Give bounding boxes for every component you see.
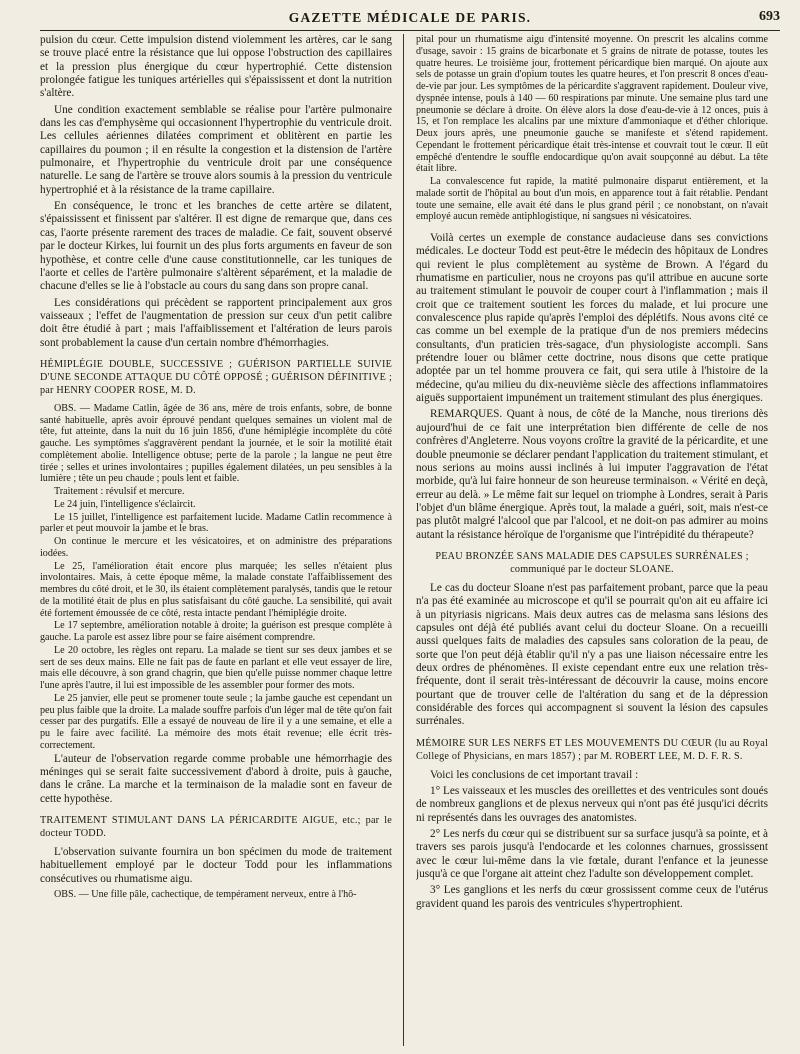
left-column — [40, 34, 392, 1048]
page-header — [40, 6, 780, 31]
paragraph: 2° Les nerfs du cœur qui se distribuent sur sa surface jusqu'à sa pointe, et à travers ses parois jusqu'à l'endocarde et les colonnes charnues, grossissent avec le cœur lui-même dans la vie fœtale, durant l'enfance et la jeunesse jusqu'à ce que l'organe ait atteint chez l'adulte son développement complet. — [416, 828, 768, 881]
paragraph: Une condition exactement semblable se réalise pour l'artère pulmonaire dans les cas d'emphysème qui occasionnent l'hypertrophie du ventricule droit. Les cellules aériennes dilatées compriment et oblitèrent en partie les capillaires du poumon ; il en résulte la congestion et la distension de l'artère pulmonaire, et l'hypertrophie du ventricule droit par une conséquence naturelle. Le sang de l'artère se trouve alors soumis à la pression du ventricule hypertrophié et à la résistance de la trame capillaire. — [40, 103, 392, 196]
observation-paragraph: OBS. — Madame Catlin, âgée de 36 ans, mère de trois enfants, sobre, de bonne santé habituelle, après avoir éprouvé pendant quelques semaines un violent mal de tête, fut atteinte, dans la nuit du 16 juin 1856, d'une hémiplégie incomplète du côté gauche. Les symptômes s'aggravèrent pendant la journée, et le soir la motilité était complètement abolie. Intelligence obtuse; perte de la parole ; la langue ne peut être tirée ; selles et urines involontaires ; pupilles également dilatées, un peu sensibles à la lumière ; tête un peu chaude ; pouls lent et faible. — [40, 402, 392, 485]
journal-title: GAZETTE MÉDICALE DE PARIS. — [288, 10, 532, 25]
column-divider — [403, 34, 404, 1046]
section-heading: HÉMIPLÉGIE DOUBLE, SUCCESSIVE ; GUÉRISON PARTIELLE SUIVIE D'UNE SECONDE ATTAQUE DU CÔTÉ OPPOSÉ ; GUÉRISON DÉFINITIVE ; par HENRY COOPER ROSE, M. D. — [40, 358, 392, 396]
observation-paragraph: La convalescence fut rapide, la matité pulmonaire disparut entièrement, et la malade sortit de l'hôpital au bout d'un mois, en apparence tout à fait rétablie. Pendant toute une semaine, elle avait été dans le plus grand péril ; ce nonobstant, on n'avait employé aucun remède antiphlogistique, ni sangsues ni vésicatoires. — [416, 176, 768, 223]
observation-paragraph: On continue le mercure et les vésicatoires, et on administre des préparations iodées. — [40, 536, 392, 559]
observation-paragraph: Le 24 juin, l'intelligence s'éclaircit. — [54, 498, 196, 510]
observation-paragraph: Le 17 septembre, amélioration notable à droite; la guérison est presque complète à gauche. La parole est assez libre pour se faire aisément comprendre. — [40, 620, 392, 644]
paragraph: pulsion du cœur. Cette impulsion distend violemment les artères, car le sang se trouve placé entre la résistance que lui oppose l'obstruction des capillaires et la pression plus énergique du cœur hypertrophié. Cette distension prolongée fatigue les tuniques artérielles qui s'épaississent et dont la nutrition s'altère. — [40, 34, 392, 100]
section-heading: MÉMOIRE SUR LES NERFS ET LES MOUVEMENTS DU CŒUR (lu au Royal College of Physicians, en mars 1857) ; par M. ROBERT LEE, M. D. F. R. S. — [416, 737, 768, 762]
section-heading: TRAITEMENT STIMULANT DANS LA PÉRICARDITE AIGUE, etc.; par le docteur TODD. — [40, 815, 392, 840]
paragraph: 1° Les vaisseaux et les muscles des oreillettes et des ventricules sont doués de nombreux ganglions et de plexus nerveux qui n'ont pas été jusqu'ici décrits ni représentés dans les ouvrages des anatomistes. — [416, 785, 768, 824]
paragraph: Le cas du docteur Sloane n'est pas parfaitement probant, parce que la peau n'a pas été examinée au microscope et qu'il se pourrait qu'on ait eu affaire ici à un pityriasis nigricans. Mais deux autres cas de melasma sans lésions des capsules ont déjà été publiés avant celui du docteur Sloane. On a recueilli aussi quelques faits de maladies des capsules sans coloration de la peau, de sorte que l'on peut déjà établir qu'il n'y a pas une liaison nécessaire entre les deux ordres de phénomènes. Il existe cependant entre eux une relation très-fréquente, dont il serait très-intéressant de découvrir la cause, moins encore pourtant que de trouver celle de l'altération du sang et de la dépression considérable des forces qui accompagnent si souvent la lésion des capsules surrénales. — [416, 581, 768, 728]
paragraph: L'observation suivante fournira un bon spécimen du mode de traitement habituellement employé par le docteur Todd pour les inflammations consécutives ou rhumatisme aigu. — [40, 846, 392, 885]
spacer — [416, 224, 768, 232]
paragraph: Voici les conclusions de cet important travail : — [430, 768, 639, 781]
paragraph: Les considérations qui précèdent se rapportent principalement aux gros vaisseaux ; l'effet de l'augmentation de pression sur ceux d'un petit calibre doit être étudié à part ; mais l'affaiblissement et l'altération de leurs parois sont probablement la cause d'un certain nombre d'hémorrhagies. — [40, 296, 392, 349]
paragraph: L'auteur de l'observation regarde comme probable une hémorrhagie des méninges qui se serait faite successivement d'abord à droite, puis à gauche, dans le crâne. La marche et la terminaison de la maladie sont en faveur de cette hypothèse. — [40, 752, 392, 805]
right-column — [416, 34, 768, 1048]
paragraph: 3° Les ganglions et les nerfs du cœur grossissent comme ceux de l'utérus gravident quand les parois des ventricules s'hypertrophient. — [416, 884, 768, 910]
observation-paragraph: OBS. — Une fille pâle, cachectique, de tempérament nerveux, entre à l'hô- — [54, 889, 357, 901]
page-number: 693 — [759, 9, 780, 24]
observation-paragraph: Le 15 juillet, l'intelligence est parfaitement lucide. Madame Catlin recommence à parler et peut mouvoir la jambe et le bras. — [40, 511, 392, 535]
observation-paragraph: Le 25 janvier, elle peut se promener toute seule ; la jambe gauche est cependant un peu plus faible que la droite. La malade souffre parfois d'un léger mal de tête qu'on fait cesser par des purgatifs. Elle a essayé de nouveau de lire il y a une semaine, et elle a pu le faire avec facilité. La mémoire des mots était revenue; elle écrit très-correctement. — [40, 692, 392, 751]
observation-paragraph: pital pour un rhumatisme aigu d'intensité moyenne. On prescrit les alcalins comme d'usage, savoir : 15 grains de bicarbonate et 5 grains de nitrate de potasse, toutes les quatre heures. Le troisième jour, frottement péricardique bien marqué. On ajoute aux sels de potasse un grain d'opium toutes les quatre heures, et l'on prescrit 8 onces d'eau-de-vie par jour. Les symptômes de la péricardite s'aggravent rapidement. Douleur vive, dyspnée intense, pouls à 140 — 60 respirations par minute. Une semaine plus tard une pneumonie se déclare à droite. On élève alors la dose d'eau-de-vie à 12 onces, puis à 15, et l'on remplace les alcalins par une mixture d'ammoniaque et d'éther chlorique. Deux jours après, une pneumonie gauche se manifeste et s'étend rapidement. Cependant le frottement péricardique était très-intense et couvrait tout le cœur. Il eût empêché d'entendre le souffle endocardique qu'on avait soupçonné au début. La tête était libre. — [416, 34, 768, 175]
paragraph: REMARQUES. Quant à nous, de côté de la Manche, nous tirerions dès aujourd'hui de ce fait une interprétation bien différente de celle de nos confrères d'Angleterre. Nous voyons croître la gravité de la péricardite, et une double pneumonie se déclarer pendant l'application du traitement stimulant, et nous serions au moins aussi inclinés à lui imputer l'aggravation de l'état morbide, qu'à lui faire honneur de son heureuse terminaison. « Vérité en deçà, erreur au delà. » Le même fait sur lequel on triomphe à Londres, serait à Paris l'objet d'un blâme énergique. Après tout, la malade a guéri, soit, mais n'est-ce pas plutôt malgré l'alcool que par l'alcool, et ne doit-on pas admirer au moins autant la résistance héroïque de l'organisme que l'intrépidité du thérapeute? — [416, 408, 768, 541]
paragraph: Voilà certes un exemple de constance audacieuse dans ses convictions médicales. Le docteur Todd est peut-être le médecin des hôpitaux de Londres qui revient le plus complètement au système de Brown. A l'égard du rhumatisme en particulier, nous ne croyons pas qu'il attribue en aucune sorte au traitement stimulant le pouvoir de couper court à l'inflammation ; mais il croit que ce traitement soutient les forces du malade, et lui procure une convalescence plus rapide qu'après l'emploi des déplétifs. Nous avons cité ce cas comme un bel exemple de la pratique d'un de nos premiers médecins consultants, d'un praticien très-sagace, d'un physiologiste accompli. Sans prétendre louer ou blâmer cette doctrine, nous disons que cette pratique adoptée par un tel homme prouvera ce fait, qui sera utile à l'histoire de la médecine, qu'au milieu du dix-neuvième siècle des affections inflammatoires aiguës supportaient impunément un traitement stimulant des plus énergiques. — [416, 232, 768, 405]
section-heading: PEAU BRONZÉE SANS MALADIE DES CAPSULES SURRÉNALES ; communiqué par le docteur SLOANE. — [435, 550, 749, 575]
observation-paragraph: Traitement : révulsif et mercure. — [54, 486, 185, 498]
observation-paragraph: Le 25, l'amélioration était encore plus marquée; les selles n'étaient plus involontaires. Mais, à cette époque même, la malade constate l'affaiblissement des membres du côté droit, et le 30, ils étaient complètement paralysés, tandis que le retour de la motilité était de plus en plus satisfaisant du côté gauche. La sensibilité, qui avait été fortement émoussée de ce côté, resta intacte pendant l'hémiplégie droite. — [40, 560, 392, 619]
paragraph: En conséquence, le tronc et les branches de cette artère se dilatent, s'épaississent et finissent par s'altérer. Il est digne de remarque que, dans ces cas, l'aorte présente rarement des traces de maladie. Ce fait, souvent observé par le docteur Kirkes, lui fournit un des plus forts arguments en faveur de son hypothèse, et contre celle d'une cause constitutionnelle, car les tuniques de l'aorte et celles de l'artère pulmonaire s'altèrent séparément, et la maladie de chacune d'elles se lie à l'obstacle au cours du sang dans son propre canal. — [40, 200, 392, 293]
observation-paragraph: Le 20 octobre, les règles ont reparu. La malade se tient sur ses deux jambes et se sert de ses deux mains. Elle ne fait pas de faute en parlant et elle veut essayer de lire, mais elle découvre, à son grand chagrin, que bien qu'elle puisse nommer chaque lettre l'une après l'autre, il lui est impossible de les assembler pour former des mots. — [40, 644, 392, 692]
